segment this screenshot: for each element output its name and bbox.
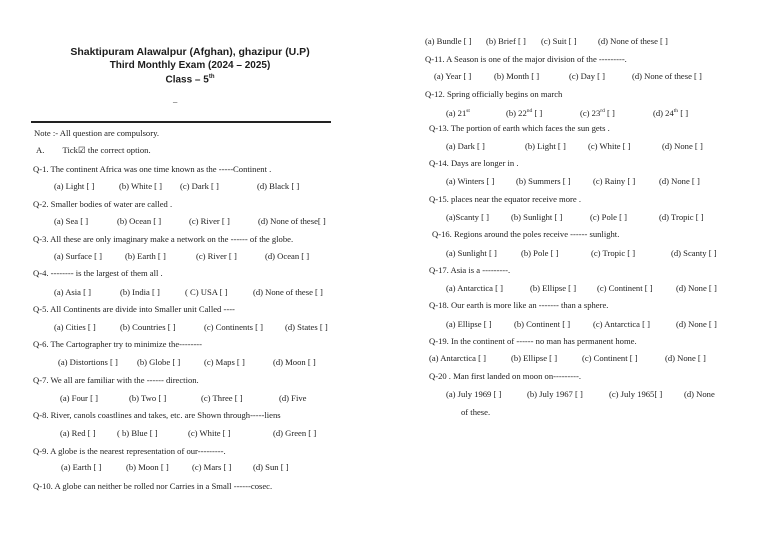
question-2: Q-2. Smaller bodies of water are called . bbox=[33, 199, 173, 209]
q6-option-a: (a) Distortions [ ] bbox=[58, 357, 118, 367]
question-13: Q-13. The portion of earth which faces the sun gets . bbox=[429, 123, 610, 133]
q11-option-a: (a) Year [ ] bbox=[434, 71, 472, 81]
q18-option-d: (d) None [ ] bbox=[676, 319, 717, 329]
q8-option-a: (a) Red [ ] bbox=[60, 428, 96, 438]
q4-option-c: ( C) USA [ ] bbox=[185, 287, 228, 297]
q8-option-d: (d) Green [ ] bbox=[273, 428, 317, 438]
class-suffix: th bbox=[208, 74, 215, 80]
q14-option-d: (d) None [ ] bbox=[659, 176, 700, 186]
q1-option-c: (c) Dark [ ] bbox=[180, 181, 219, 191]
q6-option-b: (b) Globe [ ] bbox=[137, 357, 181, 367]
q19-option-c: (c) Continent [ ] bbox=[582, 353, 638, 363]
q12-option-b-sup: nd bbox=[526, 108, 533, 114]
q12-option-b-text: (b) 22 bbox=[506, 107, 527, 118]
q7-option-a: (a) Four [ ] bbox=[60, 393, 98, 403]
q13-option-d: (d) None [ ] bbox=[662, 141, 703, 151]
q12-option-c bbox=[580, 106, 615, 119]
q17-option-d: (d) None [ ] bbox=[676, 283, 717, 293]
q16-option-c: (c) Tropic [ ] bbox=[591, 248, 636, 258]
q19-option-a: (a) Antarctica [ ] bbox=[429, 353, 487, 363]
q15-option-d: (d) Tropic [ ] bbox=[659, 212, 704, 222]
section-a bbox=[36, 145, 151, 156]
q12-option-a-text: (a) 21 bbox=[446, 107, 467, 118]
question-11: Q-11. A Season is one of the major division of the ---------. bbox=[425, 54, 627, 64]
question-6: Q-6. The Cartographer try to minimize the-------- bbox=[33, 339, 203, 349]
q12-option-c-post: [ ] bbox=[604, 107, 615, 118]
header-dash: – bbox=[173, 96, 178, 106]
q3-option-c: (c) River [ ] bbox=[196, 251, 237, 261]
q3-option-b: (b) Earth [ ] bbox=[125, 251, 166, 261]
q19-option-d: (d) None [ ] bbox=[665, 353, 706, 363]
q12-option-b-post: [ ] bbox=[532, 107, 543, 118]
q11-option-b: (b) Month [ ] bbox=[494, 71, 540, 81]
q14-option-c: (c) Rainy [ ] bbox=[593, 176, 636, 186]
q9-option-b: (b) Moon [ ] bbox=[126, 462, 169, 472]
q6-option-c: (c) Maps [ ] bbox=[204, 357, 245, 367]
q14-option-a: (a) Winters [ ] bbox=[446, 176, 495, 186]
q12-option-d bbox=[653, 106, 688, 119]
q19-option-b: (b) Ellipse [ ] bbox=[511, 353, 558, 363]
q13-option-b: (b) Light [ ] bbox=[525, 141, 566, 151]
q12-option-c-sup: rd bbox=[600, 108, 605, 114]
q15-option-c: (c) Pole [ ] bbox=[590, 212, 627, 222]
question-15: Q-15. places near the equator receive more . bbox=[429, 194, 581, 204]
q7-option-b: (b) Two [ ] bbox=[129, 393, 167, 403]
q20-option-a: (a) July 1969 [ ] bbox=[446, 389, 502, 399]
q5-option-d: (d) States [ ] bbox=[285, 322, 328, 332]
q2-option-d: (d) None of these[ ] bbox=[258, 216, 326, 226]
q13-option-a: (a) Dark [ ] bbox=[446, 141, 485, 151]
section-a-label: A. bbox=[36, 145, 45, 155]
question-1: Q-1. The continent Africa was one time known as the -----Continent . bbox=[33, 164, 272, 174]
q18-option-c: (c) Antarctica [ ] bbox=[593, 319, 651, 329]
q1-option-a: (a) Light [ ] bbox=[54, 181, 95, 191]
q20-option-b: (b) July 1967 [ ] bbox=[527, 389, 583, 399]
question-18: Q-18. Our earth is more like an ------- than a sphere. bbox=[429, 300, 609, 310]
q5-option-a: (a) Cities [ ] bbox=[54, 322, 96, 332]
q4-option-a: (a) Asia [ ] bbox=[54, 287, 91, 297]
class-text: Class – 5 bbox=[165, 74, 209, 86]
section-a-pre: Tick bbox=[62, 145, 78, 155]
q18-option-a: (a) Ellipse [ ] bbox=[446, 319, 492, 329]
note: Note :- All question are compulsory. bbox=[34, 128, 159, 138]
class-label bbox=[40, 74, 340, 85]
question-20: Q-20 . Man first landed on moon on---------. bbox=[429, 371, 582, 381]
q7-option-d: (d) Five bbox=[279, 393, 307, 403]
question-16: Q-16. Regions around the poles receive ------ sunlight. bbox=[432, 229, 620, 239]
q12-option-a bbox=[446, 106, 470, 119]
question-5: Q-5. All Continents are divide into Smaller unit Called ---- bbox=[33, 304, 235, 314]
q6-option-d: (d) Moon [ ] bbox=[273, 357, 316, 367]
q17-option-c: (c) Continent [ ] bbox=[597, 283, 653, 293]
q2-option-b: (b) Ocean [ ] bbox=[117, 216, 162, 226]
q12-option-d-sup: th bbox=[673, 108, 679, 114]
q4-option-d: (d) None of these [ ] bbox=[253, 287, 323, 297]
q10-option-b: (b) Brief [ ] bbox=[486, 36, 526, 46]
q12-option-c-text: (c) 23 bbox=[580, 107, 601, 118]
q14-option-b: (b) Summers [ ] bbox=[516, 176, 571, 186]
q3-option-d: (d) Ocean [ ] bbox=[265, 251, 310, 261]
q16-option-d: (d) Scanty [ ] bbox=[671, 248, 717, 258]
q12-option-a-sup: st bbox=[466, 108, 470, 114]
q18-option-b: (b) Continent [ ] bbox=[514, 319, 571, 329]
question-7: Q-7. We all are familiar with the ------ direction. bbox=[33, 375, 199, 385]
q20-option-d-cont: of these. bbox=[461, 407, 491, 417]
question-9: Q-9. A globe is the nearest representation of our---------. bbox=[33, 446, 226, 456]
q12-option-d-post: [ ] bbox=[678, 107, 689, 118]
q20-option-c: (c) July 1965[ ] bbox=[609, 389, 663, 399]
q13-option-c: (c) White [ ] bbox=[588, 141, 631, 151]
q9-option-c: (c) Mars [ ] bbox=[192, 462, 232, 472]
question-17: Q-17. Asia is a ---------. bbox=[429, 265, 511, 275]
q4-option-b: (b) India [ ] bbox=[120, 287, 160, 297]
question-10: Q-10. A globe can neither be rolled nor Carries in a Small ------cosec. bbox=[33, 481, 273, 491]
question-19: Q-19. In the continent of ------ no man has permanent home. bbox=[429, 336, 637, 346]
q10-option-a: (a) Bundle [ ] bbox=[425, 36, 472, 46]
q10-option-d: (d) None of these [ ] bbox=[598, 36, 668, 46]
q2-option-c: (c) River [ ] bbox=[189, 216, 230, 226]
section-a-post: the correct option. bbox=[85, 145, 151, 155]
q12-option-b bbox=[506, 106, 542, 119]
q1-option-b: (b) White [ ] bbox=[119, 181, 163, 191]
q16-option-a: (a) Sunlight [ ] bbox=[446, 248, 497, 258]
question-4: Q-4. -------- is the largest of them all . bbox=[33, 268, 163, 278]
q16-option-b: (b) Pole [ ] bbox=[521, 248, 559, 258]
q5-option-c: (c) Continents [ ] bbox=[204, 322, 263, 332]
question-12: Q-12. Spring officially begins on march bbox=[425, 89, 563, 99]
q9-option-a: (a) Earth [ ] bbox=[61, 462, 102, 472]
q15-option-a: (a)Scanty [ ] bbox=[446, 212, 489, 222]
q12-option-d-text: (d) 24 bbox=[653, 107, 674, 118]
q2-option-a: (a) Sea [ ] bbox=[54, 216, 89, 226]
q10-option-c: (c) Suit [ ] bbox=[541, 36, 577, 46]
header-divider bbox=[31, 121, 331, 123]
question-14: Q-14. Days are longer in . bbox=[429, 158, 519, 168]
checkbox-icon: ☑ bbox=[77, 145, 86, 155]
q17-option-a: (a) Antarctica [ ] bbox=[446, 283, 504, 293]
question-8: Q-8. River, canols coastlines and takes, etc. are Shown through-----liens bbox=[33, 410, 281, 420]
q7-option-c: (c) Three [ ] bbox=[201, 393, 243, 403]
q11-option-c: (c) Day [ ] bbox=[569, 71, 606, 81]
q3-option-a: (a) Surface [ ] bbox=[54, 251, 102, 261]
q5-option-b: (b) Countries [ ] bbox=[120, 322, 176, 332]
q15-option-b: (b) Sunlight [ ] bbox=[511, 212, 563, 222]
q20-option-d: (d) None bbox=[684, 389, 715, 399]
q17-option-b: (b) Ellipse [ ] bbox=[530, 283, 577, 293]
q11-option-d: (d) None of these [ ] bbox=[632, 71, 702, 81]
question-3: Q-3. All these are only imaginary make a network on the ------ of the globe. bbox=[33, 234, 294, 244]
exam-title: Third Monthly Exam (2024 – 2025) bbox=[109, 60, 271, 71]
school-name: Shaktipuram Alawalpur (Afghan), ghazipur (U.P) bbox=[70, 46, 310, 58]
q9-option-d: (d) Sun [ ] bbox=[253, 462, 289, 472]
q8-option-c: (c) White [ ] bbox=[188, 428, 231, 438]
q8-option-b: ( b) Blue [ ] bbox=[117, 428, 158, 438]
q1-option-d: (d) Black [ ] bbox=[257, 181, 300, 191]
